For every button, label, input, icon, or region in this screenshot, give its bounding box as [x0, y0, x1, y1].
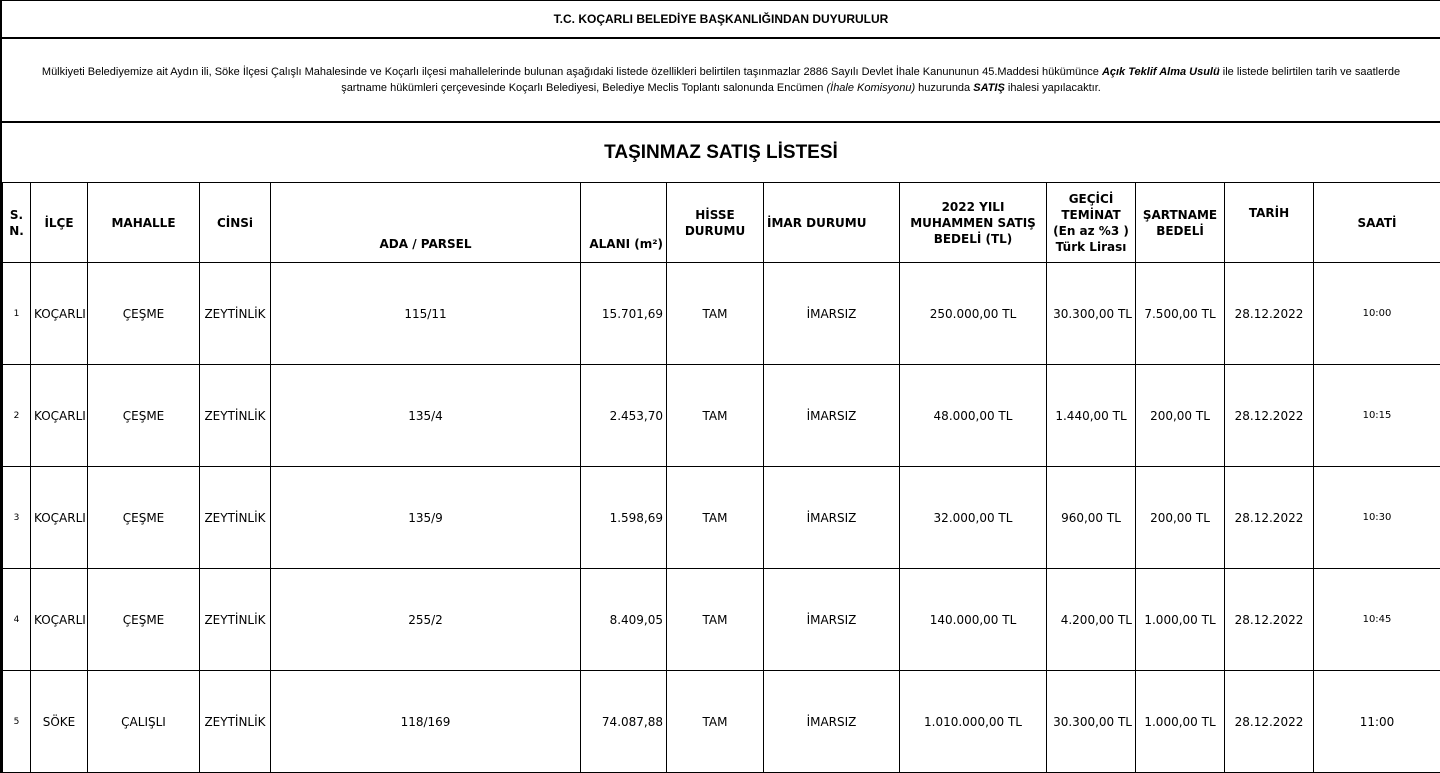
- cell-bedel: 48.000,00 TL: [900, 365, 1047, 467]
- cell-ilce: KOÇARLI: [31, 365, 88, 467]
- header-saati: SAATİ: [1314, 183, 1440, 263]
- cell-sartname: 200,00 TL: [1136, 365, 1225, 467]
- cell-mahalle: ÇALIŞLI: [88, 671, 200, 773]
- cell-sn: 1: [3, 263, 31, 365]
- header-teminat: GEÇİCİ TEMİNAT (En az %3 ) Türk Lirası: [1047, 183, 1136, 263]
- header-alani: ALANI (m²): [581, 183, 667, 263]
- cell-sartname: 200,00 TL: [1136, 467, 1225, 569]
- cell-sartname: 1.000,00 TL: [1136, 671, 1225, 773]
- cell-alani: 2.453,70: [581, 365, 667, 467]
- table-row: [3, 569, 1440, 671]
- cell-tarih: 28.12.2022: [1225, 263, 1314, 365]
- cell-imar: İMARSIZ: [764, 365, 900, 467]
- cell-teminat: 960,00 TL: [1047, 467, 1136, 569]
- header-ada-parsel: ADA / PARSEL: [271, 183, 581, 263]
- cell-hisse: TAM: [667, 263, 764, 365]
- header-sn: S. N.: [3, 183, 31, 263]
- cell-imar: İMARSIZ: [764, 569, 900, 671]
- cell-teminat: 30.300,00 TL: [1047, 263, 1136, 365]
- cell-hisse: TAM: [667, 467, 764, 569]
- cell-bedel: 140.000,00 TL: [900, 569, 1047, 671]
- notice-commission: (İhale Komisyonu): [826, 82, 916, 94]
- cell-tarih: 28.12.2022: [1225, 569, 1314, 671]
- cell-ilce: KOÇARLI: [31, 467, 88, 569]
- cell-sartname: 1.000,00 TL: [1136, 569, 1225, 671]
- header-bedel: 2022 YILI MUHAMMEN SATIŞ BEDELİ (TL): [900, 183, 1047, 263]
- cell-ada-parsel: 118/169: [271, 671, 581, 773]
- cell-teminat: 1.440,00 TL: [1047, 365, 1136, 467]
- cell-saati: 10:45: [1314, 569, 1440, 671]
- cell-ada-parsel: 135/4: [271, 365, 581, 467]
- notice-method: Açık Teklif Alma Usulü: [1101, 66, 1220, 78]
- cell-sn: 4: [3, 569, 31, 671]
- cell-ada-parsel: 255/2: [271, 569, 581, 671]
- cell-teminat: 4.200,00 TL: [1047, 569, 1136, 671]
- notice-text-3: huzurunda: [915, 82, 974, 94]
- cell-hisse: TAM: [667, 569, 764, 671]
- header-tarih: TARİH: [1225, 183, 1314, 263]
- cell-ilce: SÖKE: [31, 671, 88, 773]
- table-row: [3, 467, 1440, 569]
- cell-mahalle: ÇEŞME: [88, 263, 200, 365]
- cell-saati: 10:15: [1314, 365, 1440, 467]
- announcement-title: T.C. KOÇARLI BELEDİYE BAŞKANLIĞINDAN DUYURULUR: [2, 1, 1440, 39]
- cell-saati: 10:00: [1314, 263, 1440, 365]
- notice-paragraph: [2, 39, 1440, 123]
- cell-bedel: 32.000,00 TL: [900, 467, 1047, 569]
- cell-cinsi: ZEYTİNLİK: [200, 467, 271, 569]
- table-header-row: [3, 183, 1440, 263]
- cell-cinsi: ZEYTİNLİK: [200, 365, 271, 467]
- notice-text-4: ihalesi yapılacaktır.: [1004, 82, 1101, 94]
- header-cinsi: CİNSi: [200, 183, 271, 263]
- cell-cinsi: ZEYTİNLİK: [200, 263, 271, 365]
- cell-ilce: KOÇARLI: [31, 569, 88, 671]
- cell-mahalle: ÇEŞME: [88, 569, 200, 671]
- header-mahalle: MAHALLE: [88, 183, 200, 263]
- cell-sartname: 7.500,00 TL: [1136, 263, 1225, 365]
- cell-teminat: 30.300,00 TL: [1047, 671, 1136, 773]
- cell-imar: İMARSIZ: [764, 263, 900, 365]
- cell-alani: 1.598,69: [581, 467, 667, 569]
- cell-hisse: TAM: [667, 365, 764, 467]
- cell-bedel: 1.010.000,00 TL: [900, 671, 1047, 773]
- cell-alani: 8.409,05: [581, 569, 667, 671]
- notice-text-2: ile listede belirtilen tarih ve saatlerde şartname hükümleri çerçevesinde Koçarlı Belediyesi, Belediye Meclis Toplantı salonunda Encümen: [341, 66, 1401, 94]
- header-ilce: İLÇE: [31, 183, 88, 263]
- property-sale-table: [2, 182, 1440, 773]
- cell-ada-parsel: 115/11: [271, 263, 581, 365]
- header-hisse: HİSSE DURUMU: [667, 183, 764, 263]
- cell-mahalle: ÇEŞME: [88, 365, 200, 467]
- cell-bedel: 250.000,00 TL: [900, 263, 1047, 365]
- cell-tarih: 28.12.2022: [1225, 467, 1314, 569]
- table-row: [3, 263, 1440, 365]
- cell-ilce: KOÇARLI: [31, 263, 88, 365]
- header-imar: İMAR DURUMU: [764, 183, 900, 263]
- cell-alani: 74.087,88: [581, 671, 667, 773]
- cell-ada-parsel: 135/9: [271, 467, 581, 569]
- cell-saati: 11:00: [1314, 671, 1440, 773]
- cell-saati: 10:30: [1314, 467, 1440, 569]
- cell-mahalle: ÇEŞME: [88, 467, 200, 569]
- cell-alani: 15.701,69: [581, 263, 667, 365]
- notice-text-1: Mülkiyeti Belediyemize ait Aydın ili, Söke İlçesi Çalışlı Mahalesinde ve Koçarlı ilçesi mahallelerinde bulunan aşağıdaki listede özellikleri belirtilen taşınmazlar 2886 Sayılı Devlet İhale Kanununun 45.Maddesi hükümünce: [41, 66, 1102, 78]
- table-row: [3, 671, 1440, 773]
- cell-imar: İMARSIZ: [764, 467, 900, 569]
- cell-cinsi: ZEYTİNLİK: [200, 569, 271, 671]
- list-title: TAŞINMAZ SATIŞ LİSTESİ: [604, 142, 838, 163]
- cell-hisse: TAM: [667, 671, 764, 773]
- cell-tarih: 28.12.2022: [1225, 671, 1314, 773]
- cell-sn: 3: [3, 467, 31, 569]
- cell-sn: 5: [3, 671, 31, 773]
- cell-cinsi: ZEYTİNLİK: [200, 671, 271, 773]
- notice-sale: SATIŞ: [973, 82, 1005, 94]
- cell-tarih: 28.12.2022: [1225, 365, 1314, 467]
- cell-sn: 2: [3, 365, 31, 467]
- cell-imar: İMARSIZ: [764, 671, 900, 773]
- table-row: [3, 365, 1440, 467]
- header-sartname: ŞARTNAME BEDELİ: [1136, 183, 1225, 263]
